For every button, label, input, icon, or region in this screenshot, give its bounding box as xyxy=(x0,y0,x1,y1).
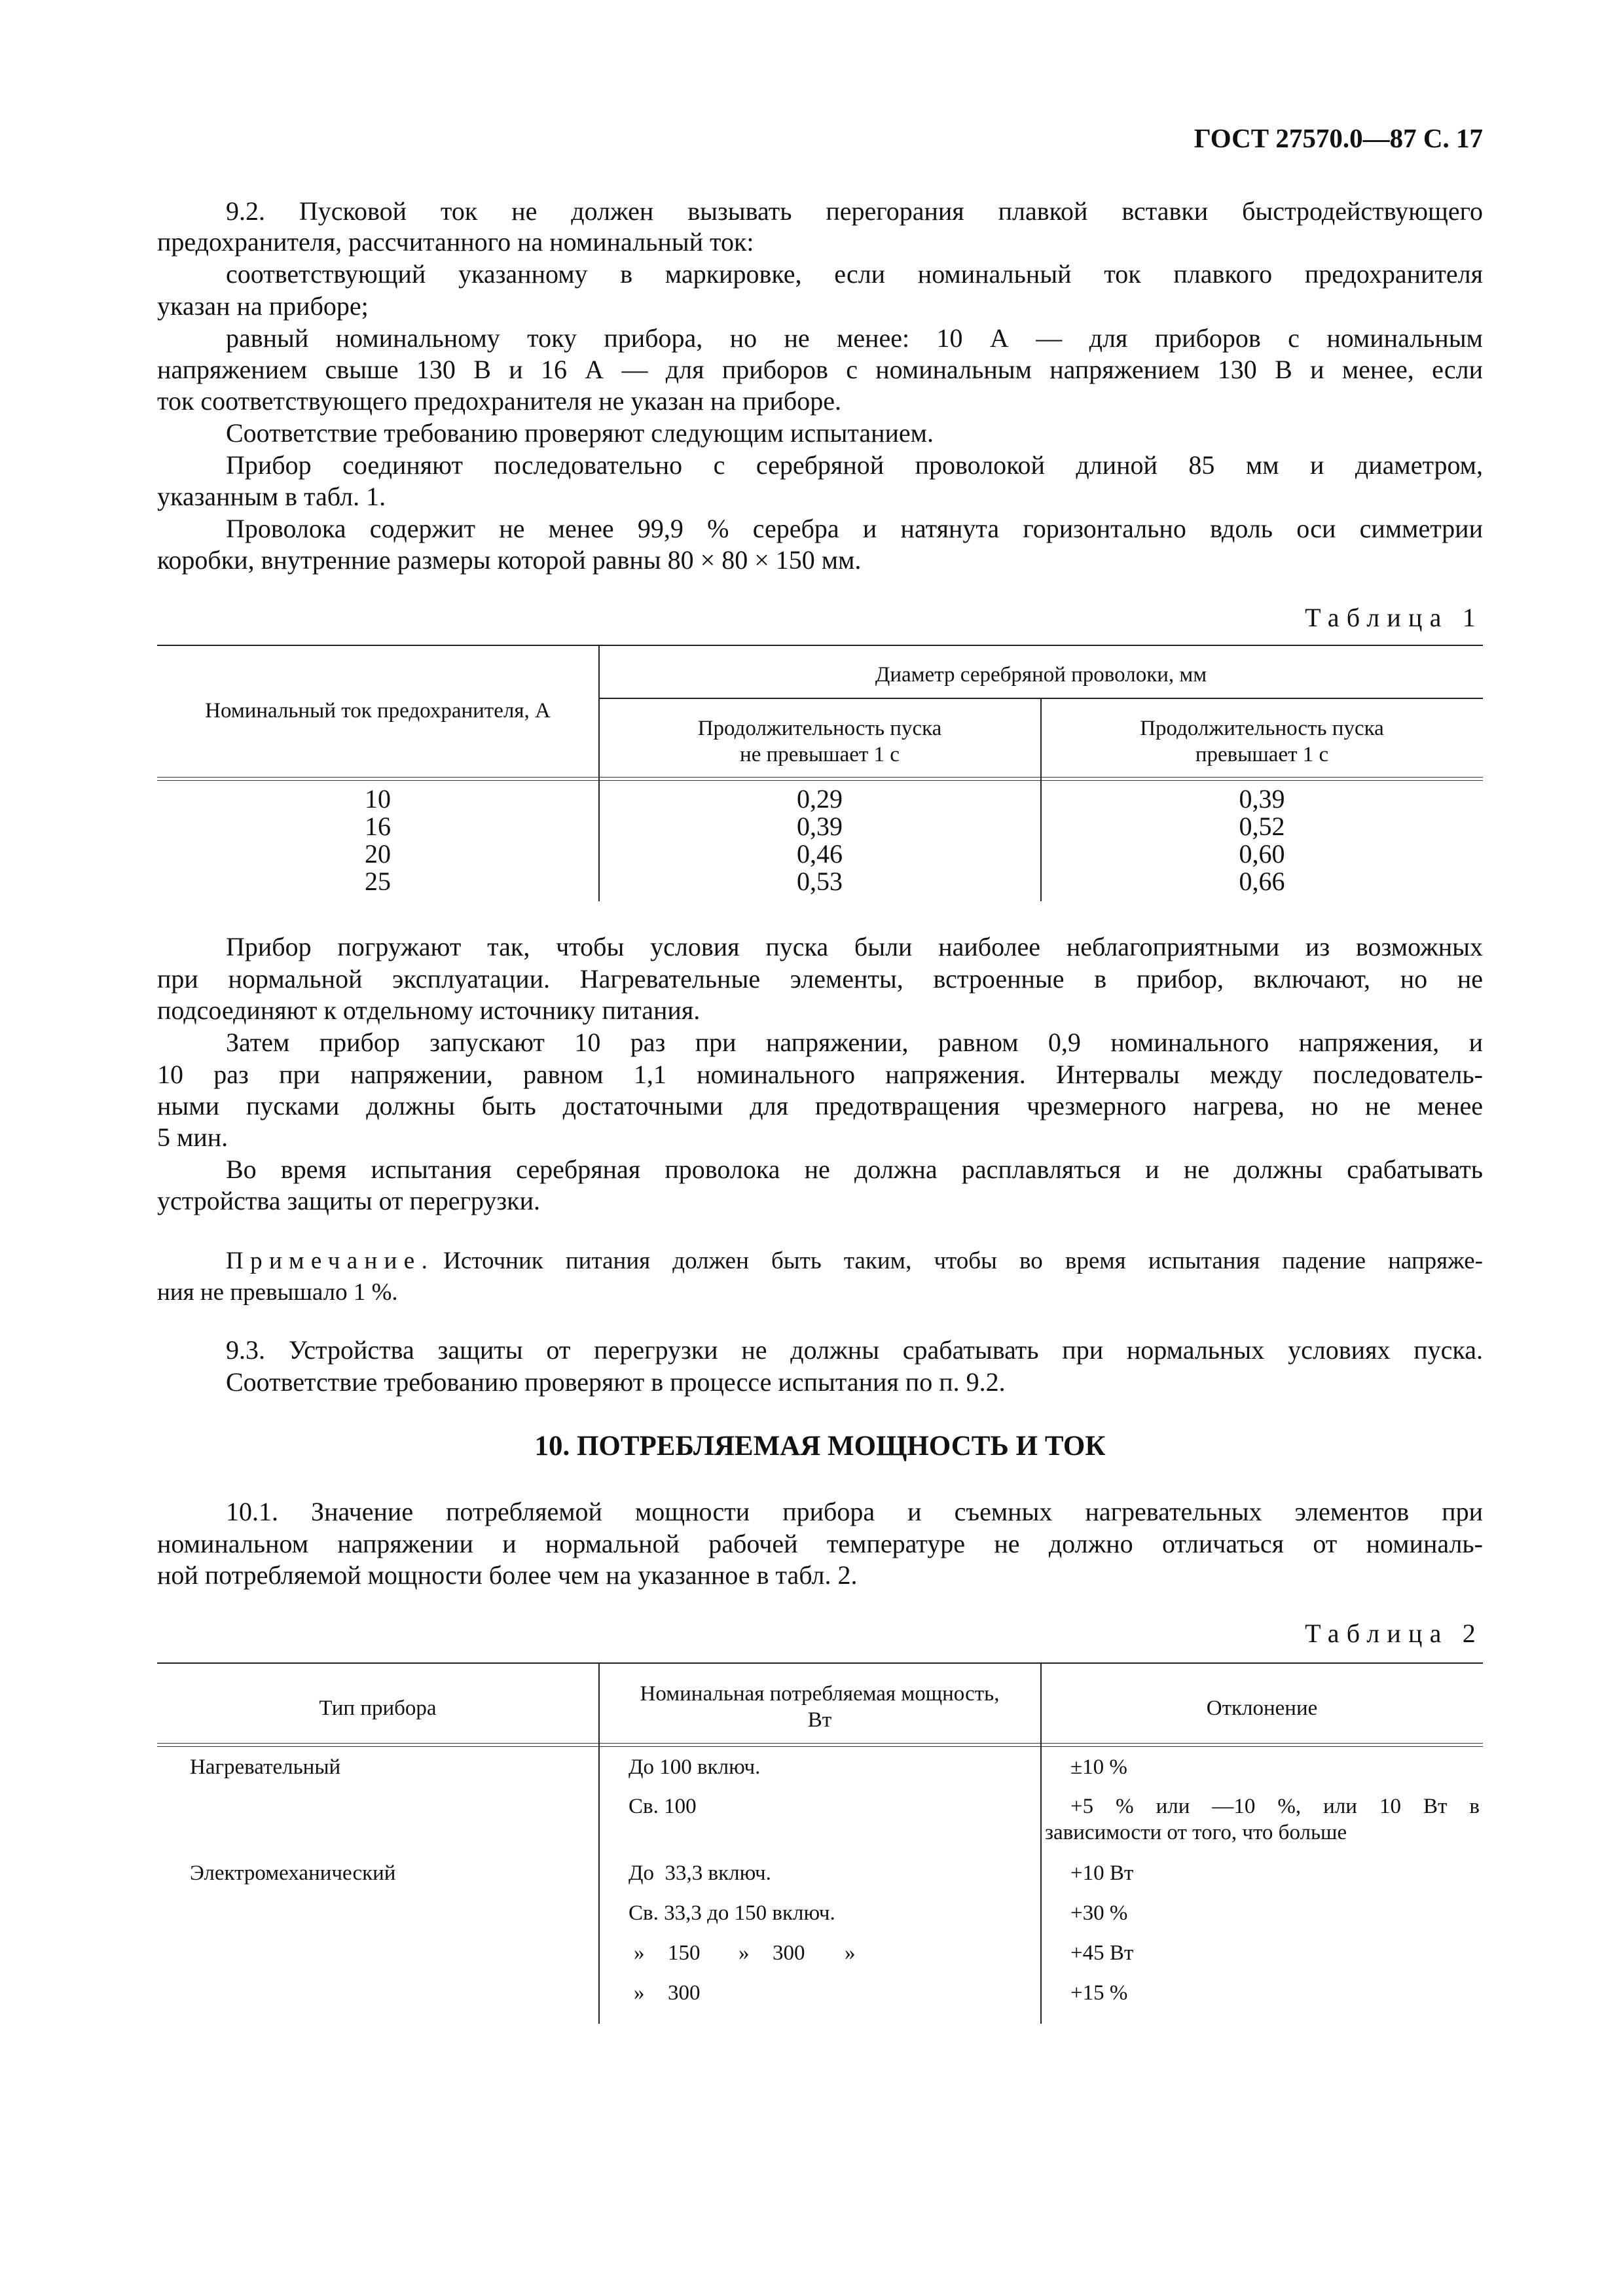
table-cell: Св. 33,3 до 150 включ. xyxy=(629,1901,835,1925)
paragraph-line: при нормальной эксплуатации. Нагревательные элементы, встроенные в прибор, включают, но не xyxy=(157,964,1483,994)
note xyxy=(226,1246,1483,1277)
table-header: Продолжительность пуска xyxy=(697,717,942,740)
table-header: Продолжительность пуска xyxy=(1140,717,1384,740)
table-cell: +45 Вт xyxy=(1070,1941,1134,1965)
paragraph-line: Прибор погружают так, чтобы условия пуска были наиболее неблагоприятными из возможных xyxy=(226,932,1483,961)
paragraph-line: 10 раз при напряжении, равном 1,1 номинального напряжения. Интервалы между последователь- xyxy=(157,1060,1483,1089)
paragraph-line: 10.1. Значение потребляемой мощности прибора и съемных нагревательных элементов при xyxy=(226,1497,1483,1526)
paragraph-line: номинальном напряжении и нормальной рабочей температуре не должно отличаться от номиналь- xyxy=(157,1529,1483,1558)
table-rule xyxy=(157,1662,1483,1664)
table-cell: 0,29 xyxy=(797,784,843,814)
table-cell: 10 xyxy=(365,784,391,814)
note-label: Примечание. xyxy=(226,1247,435,1274)
table-rule xyxy=(157,645,1483,646)
table-caption: Таблица 1 xyxy=(1305,603,1483,632)
paragraph-line: устройства защиты от перегрузки. xyxy=(157,1186,540,1215)
ditto-mark: » xyxy=(634,1941,645,1965)
paragraph-line: соответствующий указанному в маркировке, если номинальный ток плавкого предохранителя xyxy=(226,259,1483,289)
paragraph-line: 5 мин. xyxy=(157,1122,228,1152)
table-cell: ±10 % xyxy=(1070,1755,1127,1779)
paragraph-line: Во время испытания серебряная проволока не должна расплавляться и не должны срабатывать xyxy=(226,1155,1483,1184)
paragraph-line: указан на приборе; xyxy=(157,291,369,321)
table-cell: +30 % xyxy=(1070,1901,1128,1925)
paragraph-line: Затем прибор запускают 10 раз при напряжении, равном 0,9 номинального напряжения, и xyxy=(226,1028,1483,1057)
paragraph-line: 9.2. Пусковой ток не должен вызывать перегорания плавкой вставки быстродействующего xyxy=(226,196,1483,226)
table-cell: 0,46 xyxy=(797,839,843,869)
note-text: ния не превышало 1 %. xyxy=(157,1279,398,1306)
paragraph-line: Соответствие требованию проверяют в процессе испытания по п. 9.2. xyxy=(226,1367,1006,1397)
paragraph-line: Соответствие требованию проверяют следующим испытанием. xyxy=(226,418,934,448)
table-header: Номинальный ток предохранителя, А xyxy=(205,699,551,723)
table-cell: 20 xyxy=(365,839,391,869)
table-cell: 25 xyxy=(365,867,391,896)
table-cell: 300 xyxy=(773,1941,805,1965)
table-header: Вт xyxy=(807,1708,832,1732)
table-cell: 0,53 xyxy=(797,867,843,896)
section-heading: 10. ПОТРЕБЛЯЕМАЯ МОЩНОСТЬ И ТОК xyxy=(534,1431,1106,1462)
table-cell: +15 % xyxy=(1070,1981,1128,2005)
table-cell: До 100 включ. xyxy=(629,1755,761,1779)
paragraph-line: 9.3. Устройства защиты от перегрузки не должны срабатывать при нормальных условиях пуска. xyxy=(226,1335,1483,1365)
paragraph-line: подсоединяют к отдельному источнику питания. xyxy=(157,996,701,1025)
paragraph-line: указанным в табл. 1. xyxy=(157,482,386,511)
table-header: не превышает 1 с xyxy=(740,743,900,766)
paragraph-line: Прибор соединяют последовательно с серебряной проволокой длиной 85 мм и диаметром, xyxy=(226,450,1483,480)
table-header: Номинальная потребляемая мощность, xyxy=(640,1682,1000,1706)
table-double-rule xyxy=(157,777,1483,781)
note-text: Источник питания должен быть таким, чтобы во время испытания падение напряже- xyxy=(443,1247,1483,1274)
table-cell: 300 xyxy=(668,1981,701,2005)
table-cell: зависимости от того, что больше xyxy=(1045,1821,1347,1844)
table-group-header: Диаметр серебряной проволоки, мм xyxy=(875,663,1207,687)
table-cell: 150 xyxy=(668,1941,701,1965)
table-cell: 16 xyxy=(365,812,391,841)
paragraph-line: напряжением свыше 130 В и 16 А — для приборов с номинальным напряжением 130 В и менее, если xyxy=(157,355,1483,384)
table-cell: До 33,3 включ. xyxy=(629,1861,771,1885)
table-header: превышает 1 с xyxy=(1195,743,1329,766)
table-cell: +5 % или —10 %, или 10 Вт в xyxy=(1070,1795,1480,1818)
table-caption: Таблица 2 xyxy=(1305,1619,1483,1648)
paragraph-line: ной потребляемой мощности более чем на указанное в табл. 2. xyxy=(157,1560,858,1590)
table-cell: Нагревательный xyxy=(190,1755,341,1779)
page-header: ГОСТ 27570.0—87 С. 17 xyxy=(1194,123,1483,153)
paragraph-line: предохранителя, рассчитанного на номинальный ток: xyxy=(157,227,754,257)
ditto-mark: » xyxy=(845,1941,856,1965)
table-double-rule xyxy=(157,1743,1483,1747)
table-cell: 0,52 xyxy=(1239,812,1285,841)
paragraph-line: ток соответствующего предохранителя не указан на приборе. xyxy=(157,386,841,416)
table-cell: +10 Вт xyxy=(1070,1861,1134,1885)
table-header: Тип прибора xyxy=(319,1696,437,1720)
table-cell: 0,39 xyxy=(1239,784,1285,814)
table-cell: Электромеханический xyxy=(190,1861,396,1885)
paragraph-line: коробки, внутренние размеры которой равны 80 × 80 × 150 мм. xyxy=(157,545,862,575)
table-cell: 0,66 xyxy=(1239,867,1285,896)
table-cell: Св. 100 xyxy=(629,1795,697,1818)
paragraph-line: равный номинальному току прибора, но не менее: 10 А — для приборов с номинальным xyxy=(226,323,1483,353)
table-cell: 0,60 xyxy=(1239,839,1285,869)
paragraph-line: ными пусками должны быть достаточными для предотвращения чрезмерного нагрева, но не менее xyxy=(157,1091,1483,1121)
table-cell: 0,39 xyxy=(797,812,843,841)
paragraph-line: Проволока содержит не менее 99,9 % серебра и натянута горизонтально вдоль оси симметрии xyxy=(226,514,1483,543)
ditto-mark: » xyxy=(634,1981,645,2005)
ditto-mark: » xyxy=(739,1941,750,1965)
table-header: Отклонение xyxy=(1206,1696,1318,1720)
